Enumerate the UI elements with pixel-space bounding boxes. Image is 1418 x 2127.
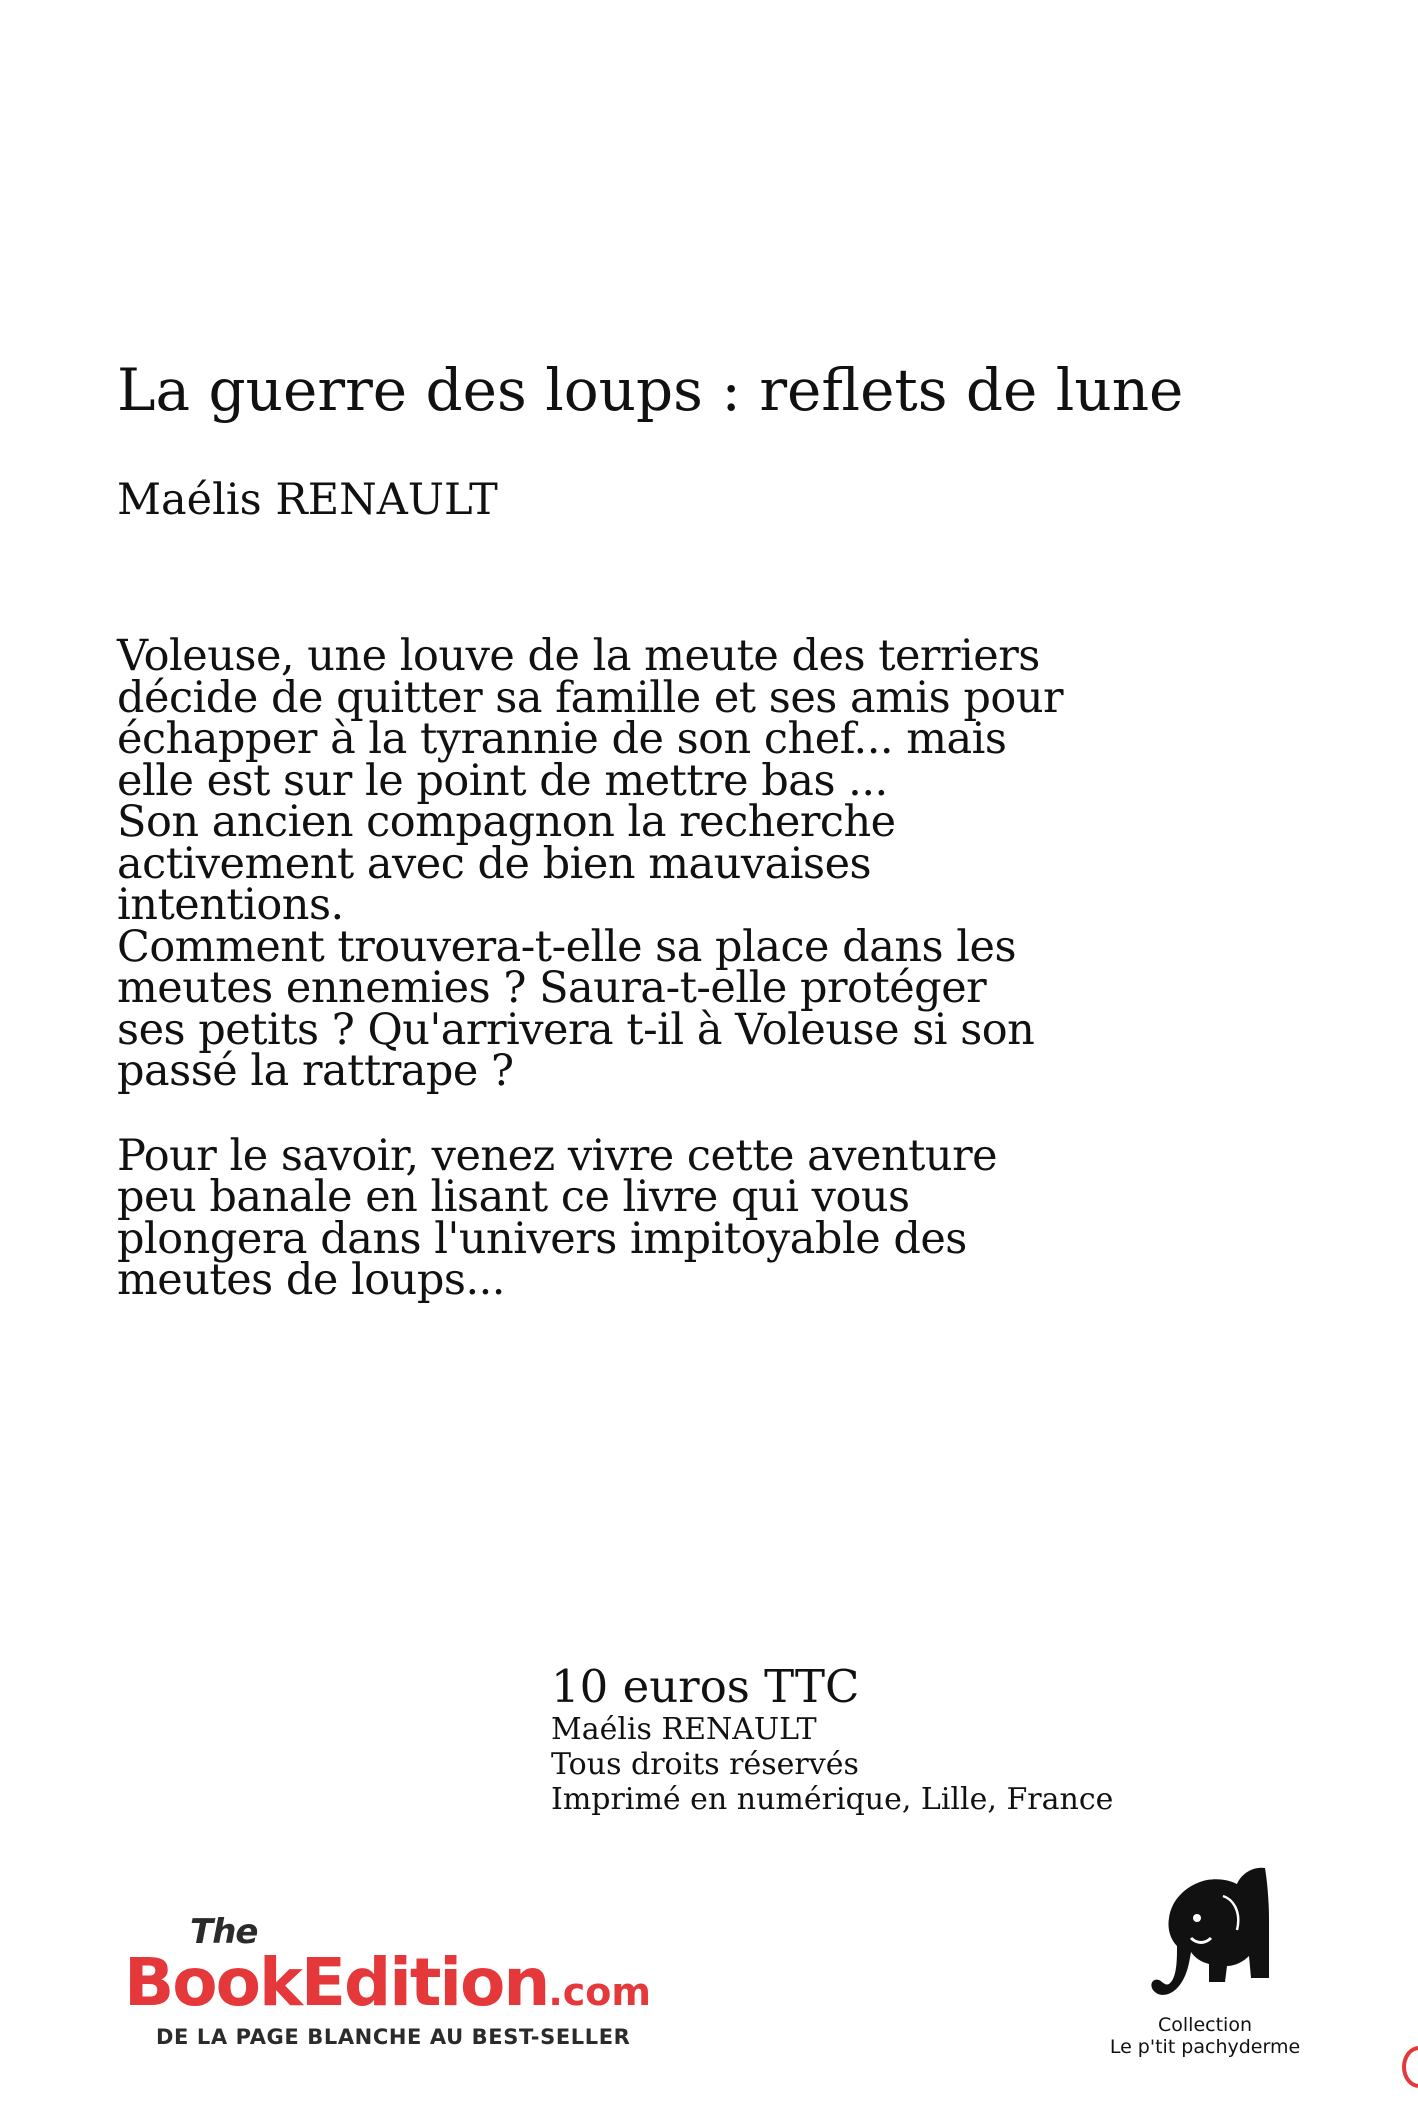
publisher-logo-the: The — [190, 1912, 258, 1952]
back-cover-blurb — [117, 631, 1077, 1345]
elephant-icon — [1147, 1860, 1277, 2010]
publisher-logo-suffix: .com — [548, 1970, 652, 2014]
imprint-rights: Tous droits réservés — [551, 1747, 859, 1782]
collection-logo — [1105, 1860, 1305, 2060]
book-title: La guerre des loups : reflets de lune — [117, 356, 1184, 424]
imprint-block — [551, 1662, 1113, 1817]
publisher-tagline: DE LA PAGE BLANCHE AU BEST-SELLER — [156, 2025, 631, 2049]
publisher-logo-wordmark — [124, 1944, 651, 2021]
publisher-logo — [124, 1912, 724, 2052]
price-label: 10 euros TTC — [551, 1660, 860, 1713]
edge-mark — [1402, 2046, 1418, 2088]
collection-line1: Collection — [1158, 2014, 1252, 2036]
collection-line2: Le p'tit pachyderme — [1109, 2036, 1301, 2058]
book-author: Maélis RENAULT — [117, 475, 498, 525]
blurb-paragraph: Pour le savoir, venez vivre cette aventure peu banale en lisant ce livre qui vous plongera dans l'univers impitoyable des meutes de loups... — [117, 1130, 998, 1305]
publisher-logo-name: BookEdition — [124, 1944, 549, 2021]
imprint-printed: Imprimé en numérique, Lille, France — [551, 1782, 1114, 1817]
collection-label — [1105, 2014, 1305, 2058]
imprint-author: Maélis RENAULT — [551, 1712, 817, 1747]
blurb-paragraph: Voleuse, une louve de la meute des terriers décide de quitter sa famille et ses amis pour échapper à la tyrannie de son chef... mais elle est sur le point de mettre bas ... Son ancien compagnon la recherche activement avec de bien mauvaises intentions. Comment trouvera-t-elle sa place dans les meutes ennemies ? Saura-t-elle protéger ses petits ? Qu'arrivera t-il à Voleuse si son passé la rattrape ? — [117, 631, 1064, 1096]
